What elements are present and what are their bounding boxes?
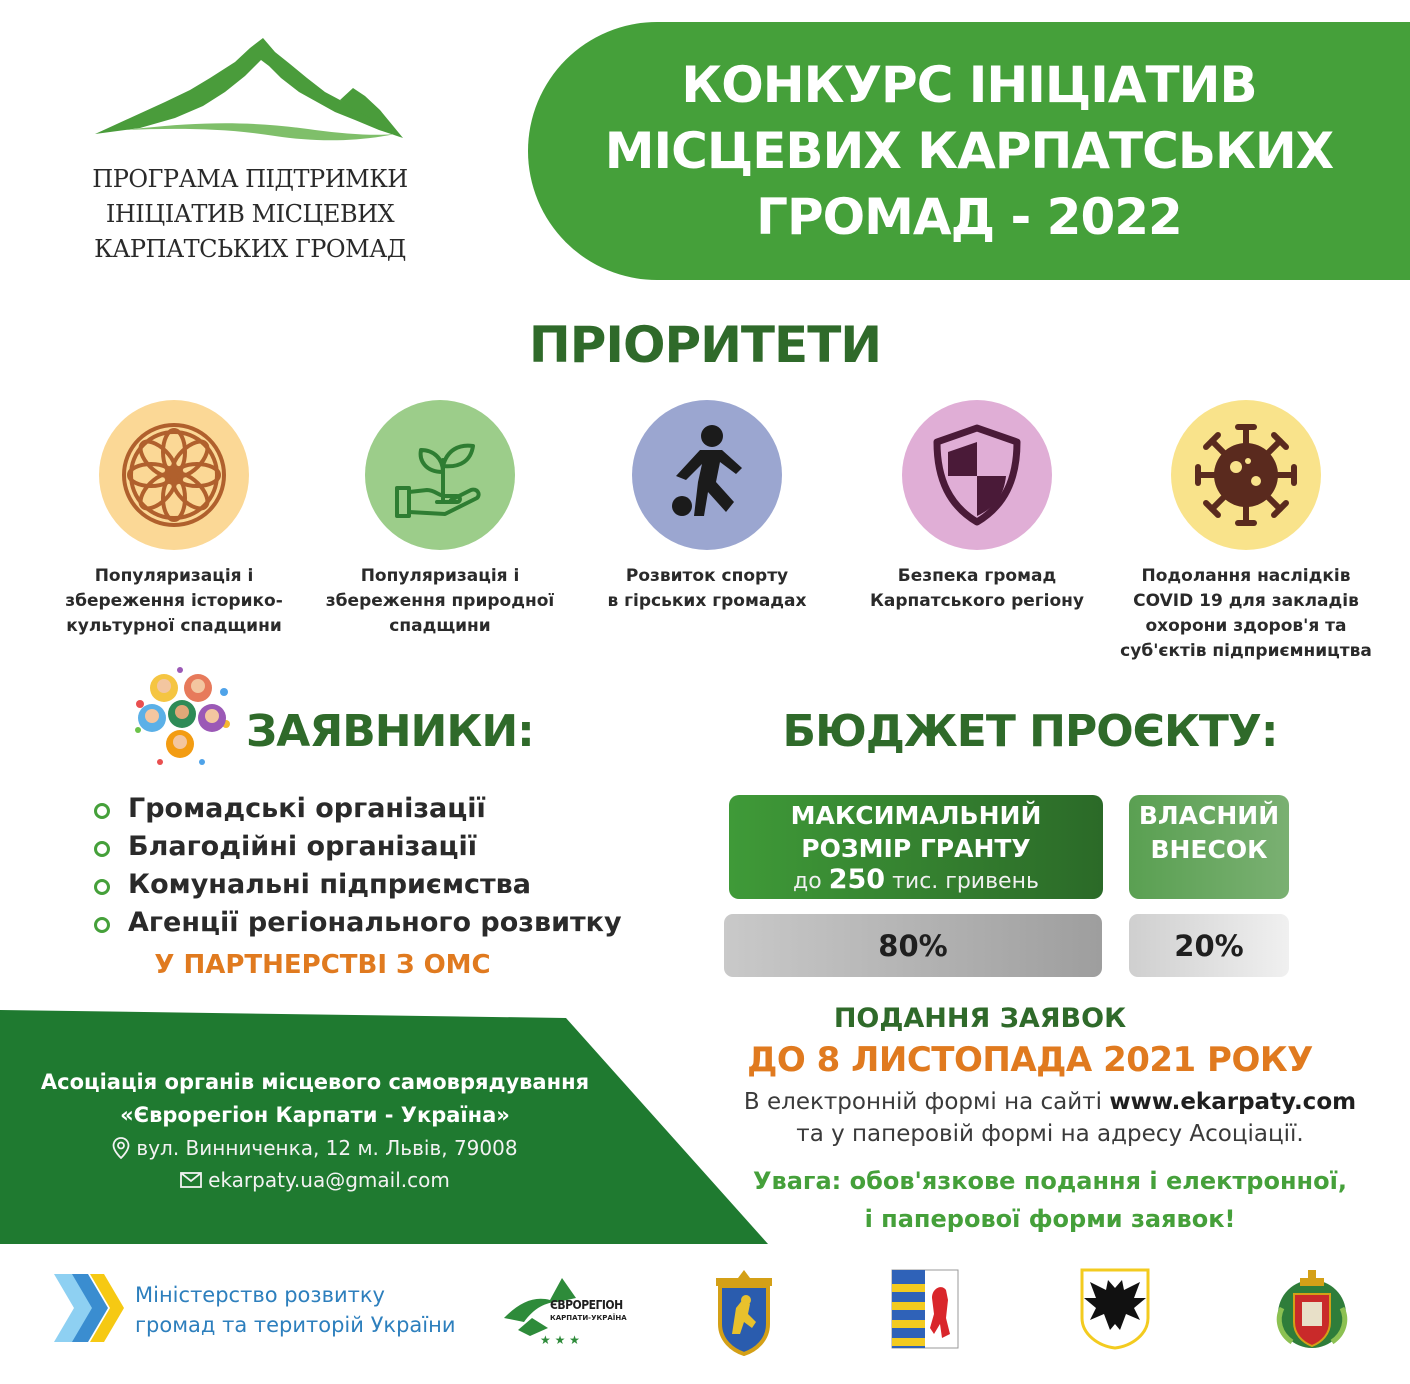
submission-heading: ПОДАННЯ ЗАЯВОК: [833, 1003, 1127, 1034]
address-text: вул. Винниченка, 12 м. Львів, 79008: [136, 1136, 518, 1160]
priority-label-line: охорони здоров'я та: [1145, 616, 1347, 636]
association-panel: [0, 0, 780, 1250]
chernivtsi-emblem-icon: [1270, 1268, 1354, 1352]
euroregion-line1: ЄВРОРЕГІОН: [550, 1298, 623, 1312]
ministry-line: Міністерство розвитку: [135, 1283, 385, 1307]
priority-label-line: Подолання наслідків: [1141, 566, 1351, 586]
max-grant-box: [729, 795, 1103, 899]
priority-item-covid: [1111, 400, 1381, 664]
ministry-line: громад та територій України: [135, 1313, 456, 1337]
title-line: КОНКУРС ІНІЦІАТИВ: [681, 56, 1257, 114]
virus-icon: [1188, 417, 1304, 533]
priority-item-security: [842, 400, 1112, 614]
priority-label-line: збереження історико-: [65, 591, 283, 611]
own-percent: 20%: [1129, 914, 1289, 977]
ministry-name: [135, 1280, 456, 1340]
priority-label-line: Карпатського регіону: [869, 591, 1085, 611]
association-name: [10, 1066, 620, 1132]
electronic-prefix: В електронній формі на сайті: [743, 1089, 1102, 1115]
priority-label-line: Безпека громад: [897, 566, 1057, 586]
priority-label-line: суб'єктів підприємництва: [1120, 641, 1372, 661]
euroregion-mountain-icon: [500, 1272, 640, 1352]
svg-text:★ ★ ★: ★ ★ ★: [540, 1333, 580, 1347]
applicants-heading: ЗАЯВНИКИ:: [246, 706, 534, 757]
priority-circle: [1171, 400, 1321, 550]
priority-label-line: збереження природної: [325, 591, 555, 611]
own-contribution-box: [1129, 795, 1289, 899]
location-pin-icon: [112, 1137, 130, 1159]
priority-label-line: Популяризація і: [94, 566, 254, 586]
website-link[interactable]: www.ekarpaty.com: [1109, 1089, 1357, 1115]
ministry-logo-icon: [52, 1270, 132, 1346]
title-line: МІСЦЕВИХ КАРПАТСЬКИХ: [604, 122, 1334, 180]
ivano-frankivsk-emblem-icon: [1080, 1268, 1150, 1350]
email-text[interactable]: ekarpaty.ua@gmail.com: [208, 1168, 450, 1192]
list-item: Благодійні організації: [92, 828, 622, 866]
paper-note: та у паперовій формі на адресу Асоціації.: [796, 1121, 1304, 1147]
warning-line: і паперової форми заявок!: [864, 1205, 1236, 1233]
grant-line: РОЗМІР ГРАНТУ: [801, 834, 1031, 863]
association-name-line: «Єврорегіон Карпати - Україна»: [120, 1103, 510, 1127]
own-line: ВНЕСОК: [1150, 835, 1268, 864]
priority-label-line: в гірських громадах: [607, 591, 807, 611]
list-item: Громадські організації: [92, 790, 622, 828]
grant-line: МАКСИМАЛЬНИЙ: [790, 801, 1042, 830]
list-item: Комунальні підприємства: [92, 866, 622, 904]
partnership-note: У ПАРТНЕРСТВІ З ОМС: [154, 950, 491, 980]
association-name-line: Асоціація органів місцевого самоврядування: [40, 1070, 590, 1094]
grant-amount: [729, 865, 1103, 897]
priority-label-line: культурної спадщини: [66, 616, 282, 636]
priority-label-line: Розвиток спорту: [625, 566, 789, 586]
euroregion-line2: КАРПАТИ-УКРАЇНА: [550, 1314, 627, 1322]
association-email: [10, 1168, 620, 1192]
priority-label-line: Популяризація і: [360, 566, 520, 586]
submission-warning: [690, 1162, 1410, 1238]
title-line: ГРОМАД - 2022: [756, 188, 1182, 246]
shield-icon: [922, 420, 1032, 530]
lviv-oblast-emblem-icon: [710, 1268, 778, 1356]
budget-heading: БЮДЖЕТ ПРОЄКТУ:: [782, 706, 1278, 757]
priority-circle: [902, 400, 1052, 550]
priorities-heading: ПРІОРИТЕТИ: [528, 316, 882, 374]
logo-text-line: ІНІЦІАТИВ МІСЦЕВИХ: [105, 200, 395, 228]
logo-text-line: КАРПАТСЬКИХ ГРОМАД: [94, 235, 406, 263]
zakarpattia-emblem-icon: [890, 1268, 960, 1350]
priority-label-line: спадщини: [389, 616, 491, 636]
euroregion-logo: [500, 1272, 640, 1352]
submission-deadline: ДО 8 ЛИСТОПАДА 2021 РОКУ: [747, 1040, 1313, 1080]
own-line: ВЛАСНИЙ: [1138, 801, 1280, 830]
submission-details: [690, 1086, 1410, 1150]
grant-value: 250: [828, 864, 886, 895]
warning-line: Увага: обов'язкове подання і електронної,: [753, 1167, 1347, 1195]
envelope-icon: [180, 1172, 202, 1188]
grant-suffix: тис. гривень: [892, 869, 1039, 894]
grant-percent: 80%: [724, 914, 1102, 977]
association-address: [10, 1136, 620, 1160]
priority-label-line: COVID 19 для закладів: [1133, 591, 1359, 611]
grant-prefix: до: [793, 869, 822, 894]
list-item: Агенції регіонального розвитку: [92, 904, 622, 942]
logo-text-line: ПРОГРАМА ПІДТРИМКИ: [92, 165, 408, 193]
